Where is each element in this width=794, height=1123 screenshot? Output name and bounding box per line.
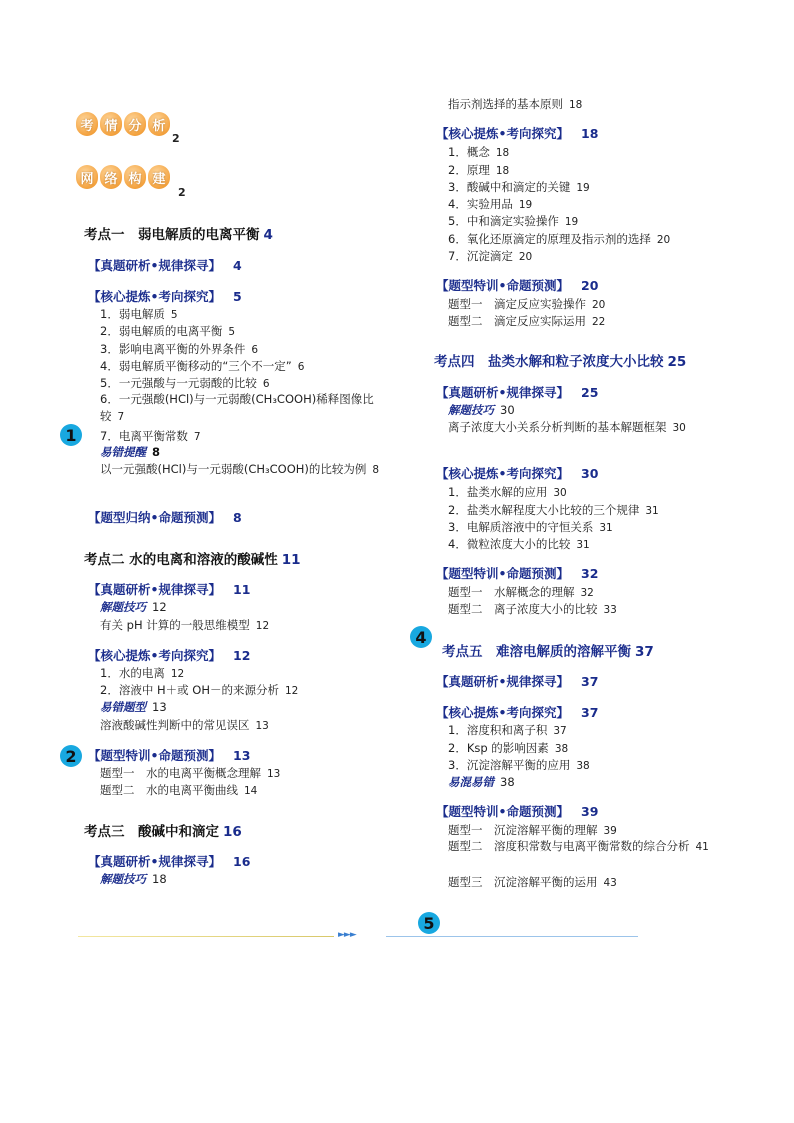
- s3-core-heading[interactable]: 【核心提炼•考向探究】 18: [436, 126, 599, 141]
- list-item[interactable]: 2．溶液中 H＋或 OH－的来源分析 12: [100, 683, 299, 697]
- list-item[interactable]: 2．盐类水解程度大小比较的三个规律 31: [448, 503, 659, 517]
- badge-analysis-page: 2: [172, 132, 180, 145]
- badge-char: 构: [124, 165, 146, 189]
- list-item[interactable]: 3．影响电离平衡的外界条件 6: [100, 342, 259, 356]
- s1-core-heading[interactable]: 【核心提炼•考向探究】 5: [88, 289, 242, 304]
- s1-type-heading[interactable]: 【题型归纳•命题预测】 8: [88, 510, 242, 525]
- s5-core-heading[interactable]: 【核心提炼•考向探究】 37: [436, 705, 599, 720]
- s4-type-heading[interactable]: 【题型特训•命题预测】 32: [436, 566, 599, 581]
- badge-char: 析: [148, 112, 170, 136]
- list-item[interactable]: 题型二 滴定反应实际运用 22: [448, 314, 606, 328]
- footer-arrows: ►►►: [338, 930, 356, 940]
- footer-rule-left: [78, 936, 334, 937]
- s3-type-heading[interactable]: 【题型特训•命题预测】 20: [436, 278, 599, 293]
- s5-real-heading[interactable]: 【真题研析•规律探寻】 37: [436, 674, 599, 689]
- list-item[interactable]: 题型三 沉淀溶解平衡的运用 43: [448, 875, 617, 889]
- badge-char: 络: [100, 165, 122, 189]
- badge-char: 分: [124, 112, 146, 136]
- section-1-title[interactable]: 考点一 弱电解质的电离平衡 4: [84, 227, 273, 243]
- s2-real-heading[interactable]: 【真题研析•规律探寻】 11: [88, 582, 251, 597]
- footer-rule-right: [386, 936, 638, 937]
- marker-5: 5: [418, 912, 440, 934]
- list-item[interactable]: 题型一 水的电离平衡概念理解 13: [100, 766, 281, 780]
- badge-network-page: 2: [178, 186, 186, 199]
- list-item[interactable]: 题型二 水的电离平衡曲线 14: [100, 783, 258, 797]
- s3-tip-text[interactable]: 指示剂选择的基本原则 18: [448, 97, 583, 111]
- marker-4: 4: [410, 626, 432, 648]
- s2-tip1-heading[interactable]: 解题技巧 12: [100, 600, 167, 614]
- section-4-title[interactable]: 考点四 盐类水解和粒子浓度大小比较 25: [434, 354, 687, 370]
- s1-real-heading[interactable]: 【真题研析•规律探寻】 4: [88, 258, 242, 273]
- s5-type-heading[interactable]: 【题型特训•命题预测】 39: [436, 804, 599, 819]
- s5-tip-heading[interactable]: 易混易错 38: [448, 775, 515, 789]
- s1-tip-heading[interactable]: 易错提醒 8: [100, 445, 161, 459]
- s4-real-heading[interactable]: 【真题研析•规律探寻】 25: [436, 385, 599, 400]
- list-item[interactable]: 2．Ksp 的影响因素 38: [448, 741, 569, 755]
- badge-char: 网: [76, 165, 98, 189]
- list-item[interactable]: 3．酸碱中和滴定的关键 19: [448, 180, 590, 194]
- list-item[interactable]: 7．电离平衡常数 7: [100, 429, 201, 443]
- badge-char: 考: [76, 112, 98, 136]
- list-item[interactable]: 2．原理 18: [448, 163, 510, 177]
- s4-tip-text[interactable]: 离子浓度大小关系分析判断的基本解题框架 30: [448, 420, 686, 434]
- section-5-title[interactable]: 考点五 难溶电解质的溶解平衡 37: [442, 644, 654, 660]
- list-item[interactable]: 4．微粒浓度大小的比较 31: [448, 537, 590, 551]
- list-item[interactable]: 题型二 离子浓度大小的比较 33: [448, 602, 617, 616]
- list-item[interactable]: 4．实验用品 19: [448, 197, 533, 211]
- list-item[interactable]: 1．弱电解质 5: [100, 307, 178, 321]
- list-item[interactable]: 5．中和滴定实验操作 19: [448, 214, 579, 228]
- badge-network: [76, 165, 170, 191]
- marker-1: 1: [60, 424, 82, 446]
- s4-tip-heading[interactable]: 解题技巧 30: [448, 403, 515, 417]
- list-item[interactable]: 7．沉淀滴定 20: [448, 249, 533, 263]
- list-item[interactable]: 3．电解质溶液中的守恒关系 31: [448, 520, 613, 534]
- list-item[interactable]: 5．一元强酸与一元弱酸的比较 6: [100, 376, 270, 390]
- s2-type-heading[interactable]: 【题型特训•命题预测】 13: [88, 748, 251, 763]
- section-3-title[interactable]: 考点三 酸碱中和滴定 16: [84, 824, 242, 840]
- list-item[interactable]: 1．盐类水解的应用 30: [448, 485, 567, 499]
- badge-char: 情: [100, 112, 122, 136]
- list-item[interactable]: 1．概念 18: [448, 145, 510, 159]
- s3-tip-heading[interactable]: 解题技巧 18: [100, 872, 167, 886]
- s2-tip2-text[interactable]: 溶液酸碱性判断中的常见误区 13: [100, 718, 269, 732]
- section-2-title[interactable]: 考点二 水的电离和溶液的酸碱性 11: [84, 552, 301, 568]
- list-item[interactable]: 6．一元强酸(HCl)与一元弱酸(CH₃COOH)稀释图像比较 7: [100, 392, 374, 423]
- badge-analysis: [76, 112, 170, 138]
- s3-real-heading[interactable]: 【真题研析•规律探寻】 16: [88, 854, 251, 869]
- marker-2: 2: [60, 745, 82, 767]
- list-item[interactable]: 题型一 滴定反应实验操作 20: [448, 297, 606, 311]
- list-item[interactable]: 3．沉淀溶解平衡的应用 38: [448, 758, 590, 772]
- list-item[interactable]: 2．弱电解质的电离平衡 5: [100, 324, 236, 338]
- list-item[interactable]: 4．弱电解质平衡移动的“三个不一定” 6: [100, 359, 305, 373]
- list-item[interactable]: 题型二 溶度积常数与电离平衡常数的综合分析 41: [448, 839, 709, 853]
- s4-core-heading[interactable]: 【核心提炼•考向探究】 30: [436, 466, 599, 481]
- s1-tip-text[interactable]: 以一元强酸(HCl)与一元弱酸(CH₃COOH)的比较为例 8: [100, 462, 380, 476]
- list-item[interactable]: 题型一 沉淀溶解平衡的理解 39: [448, 823, 617, 837]
- s2-tip1-text[interactable]: 有关 pH 计算的一般思维模型 12: [100, 618, 270, 632]
- s2-core-heading[interactable]: 【核心提炼•考向探究】 12: [88, 648, 251, 663]
- list-item[interactable]: 1．水的电离 12: [100, 666, 185, 680]
- badge-char: 建: [148, 165, 170, 189]
- list-item[interactable]: 题型一 水解概念的理解 32: [448, 585, 594, 599]
- s2-tip2-heading[interactable]: 易错题型 13: [100, 700, 167, 714]
- list-item[interactable]: 6．氧化还原滴定的原理及指示剂的选择 20: [448, 232, 671, 246]
- list-item[interactable]: 1．溶度积和离子积 37: [448, 723, 567, 737]
